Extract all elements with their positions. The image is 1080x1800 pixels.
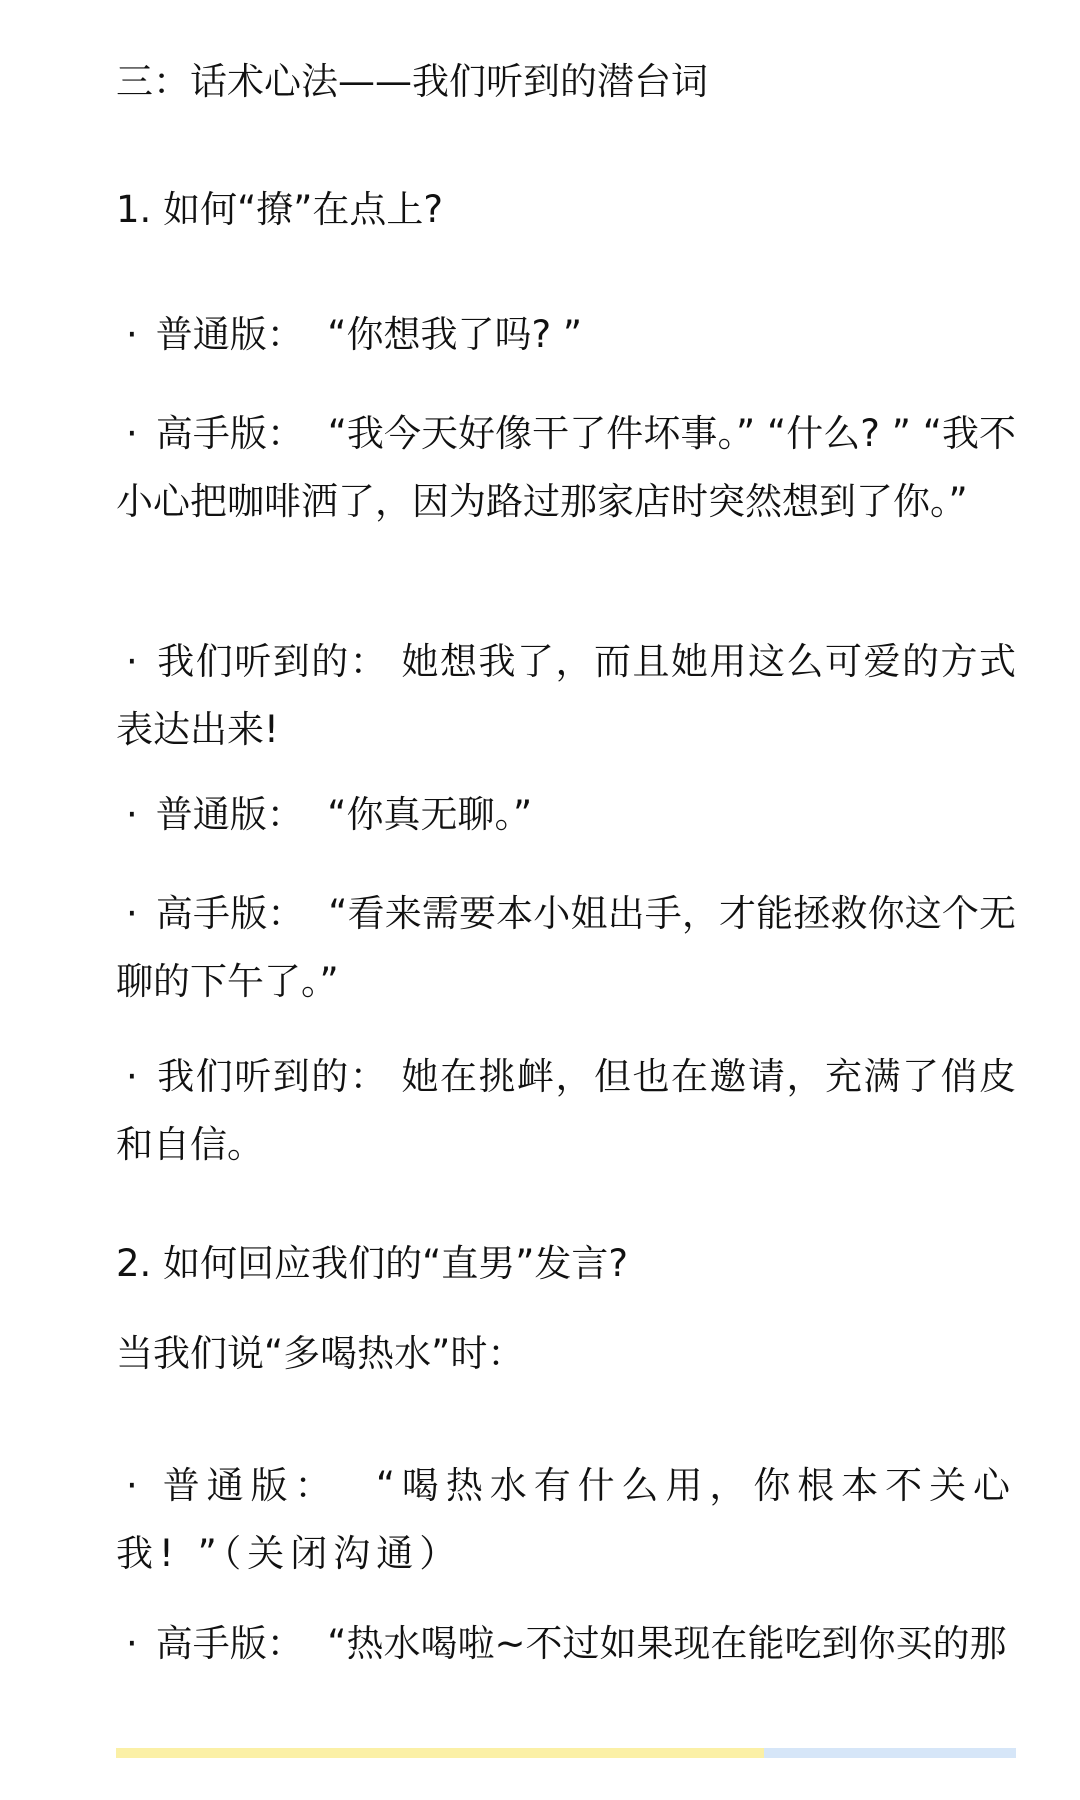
bullet-icon: ·: [126, 1622, 138, 1665]
list-item: [116, 1452, 1016, 1588]
item-label: 普通版：: [155, 793, 304, 836]
item-text: 她在挑衅，但也在邀请，充满了俏皮和自信。: [116, 1055, 1017, 1166]
section-title: 三：话术心法——我们听到的潜台词: [116, 60, 708, 103]
item-label: 高手版：: [155, 892, 305, 935]
part2-intro: 当我们说“多喝热水”时：: [116, 1332, 525, 1375]
item-text: “你想我了吗? ”: [327, 313, 583, 356]
bullet-icon: ·: [126, 892, 138, 935]
item-label: 高手版：: [155, 1622, 304, 1665]
item-label: 普通版：: [155, 313, 304, 356]
bullet-icon: ·: [126, 313, 138, 356]
item-label: 高手版：: [155, 412, 305, 455]
item-label: 我们听到的：: [155, 1055, 389, 1098]
item-text: “看来需要本小姐出手，才能拯救你这个无聊的下午了。”: [116, 892, 1017, 1003]
item-text: 她想我了，而且她用这么可爱的方式表达出来!: [116, 640, 1017, 751]
item-label: 我们听到的：: [155, 640, 389, 683]
item-label: 普通版：: [161, 1464, 339, 1507]
reading-progress-fill: [116, 1748, 764, 1758]
item-text: “热水喝啦~不过如果现在能吃到你买的那: [327, 1622, 1007, 1665]
list-item: [116, 791, 532, 839]
bullet-icon: ·: [126, 793, 138, 836]
list-item: [116, 880, 1016, 1016]
list-item: [116, 311, 582, 359]
list-item: [116, 1043, 1016, 1179]
item-text: “喝热水有什么用，你根本不关心我! ”（关闭沟通）: [116, 1464, 1017, 1575]
list-item: [116, 1620, 1006, 1668]
bullet-icon: ·: [126, 412, 138, 455]
reading-progress-bar: [116, 1748, 1016, 1758]
item-text: “你真无聊。”: [327, 793, 533, 836]
bullet-icon: ·: [126, 1464, 144, 1507]
list-item: [116, 628, 1016, 764]
list-item: [116, 400, 1016, 536]
bullet-icon: ·: [126, 1055, 138, 1098]
bullet-icon: ·: [126, 640, 138, 683]
item-text: “我今天好像干了件坏事。” “什么? ” “我不小心把咖啡洒了，因为路过那家店时突然想到了你。”: [116, 412, 1017, 523]
part1-heading: 1. 如何“撩”在点上?: [116, 188, 444, 231]
part2-heading: 2. 如何回应我们的“直男”发言?: [116, 1242, 629, 1285]
